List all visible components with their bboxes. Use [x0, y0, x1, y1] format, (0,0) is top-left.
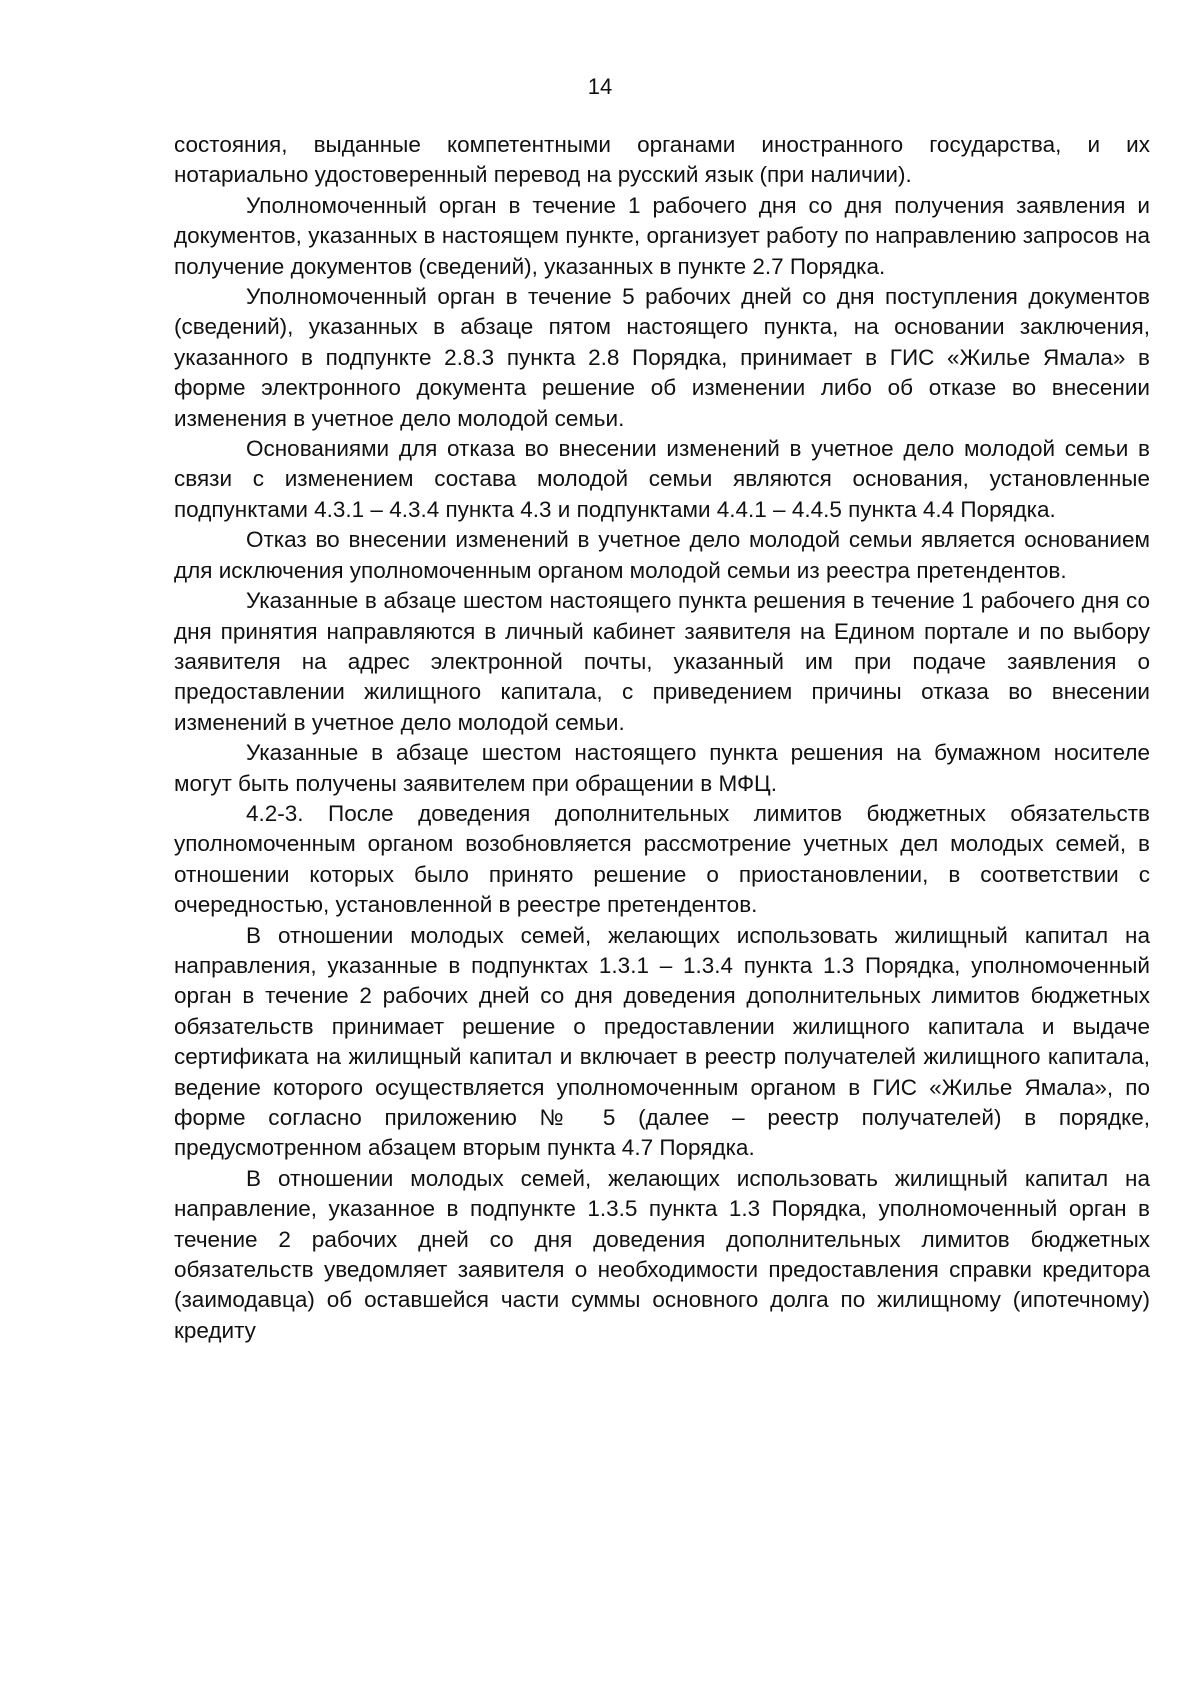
paragraph: Указанные в абзаце шестом настоящего пункта решения на бумажном носителе могут быть получены заявителем при обращении в МФЦ.	[174, 740, 1150, 796]
page-number: 14	[587, 74, 613, 99]
paragraph: 4.2-3. После доведения дополнительных лимитов бюджетных обязательств уполномоченным органом возобновляется рассмотрение учетных дел молодых семей, в отношении которых было принято решение о приостановлении, в соответствии с очередностью, установленной в реестре претендентов.	[174, 800, 1150, 918]
paragraph: состояния, выданные компетентными органами иностранного государства, и их нотариально удостоверенный перевод на русский язык (при наличии).	[174, 132, 1150, 188]
paragraph: Уполномоченный орган в течение 1 рабочего дня со дня получения заявления и документов, указанных в настоящем пункте, организует работу по направлению запросов на получение документов (сведений), указанных в пункте 2.7 Порядка.	[174, 192, 1150, 279]
paragraph: В отношении молодых семей, желающих использовать жилищный капитал на направление, указанное в подпункте 1.3.5 пункта 1.3 Порядка, уполномоченный орган в течение 2 рабочих дней со дня доведения дополнительных лимитов бюджетных обязательств уведомляет заявителя о необходимости предоставления справки кредитора (заимодавца) об оставшейся части суммы основного долга по жилищному (ипотечному) кредиту	[174, 1165, 1150, 1343]
paragraph: Отказ во внесении изменений в учетное дело молодой семьи является основанием для исключения уполномоченным органом молодой семьи из реестра претендентов.	[174, 527, 1150, 583]
document-body	[174, 130, 1150, 1346]
paragraph: Основаниями для отказа во внесении изменений в учетное дело молодой семьи в связи с изменением состава молодой семьи являются основания, установленные подпунктами 4.3.1 – 4.3.4 пункта 4.3 и подпунктами 4.4.1 – 4.4.5 пункта 4.4 Порядка.	[174, 436, 1150, 522]
paragraph: Указанные в абзаце шестом настоящего пункта решения в течение 1 рабочего дня со дня принятия направляются в личный кабинет заявителя на Едином портале и по выбору заявителя на адрес электронной почты, указанный им при подаче заявления о предоставлении жилищного капитала, с приведением причины отказа во внесении изменений в учетное дело молодой семьи.	[174, 588, 1150, 735]
paragraph: Уполномоченный орган в течение 5 рабочих дней со дня поступления документов (сведений), указанных в абзаце пятом настоящего пункта, на основании заключения, указанного в подпункте 2.8.3 пункта 2.8 Порядка, принимает в ГИС «Жилье Ямала» в форме электронного документа решение об изменении либо об отказе во внесении изменения в учетное дело молодой семьи.	[174, 284, 1150, 431]
paragraph: В отношении молодых семей, желающих использовать жилищный капитал на направления, указанные в подпунктах 1.3.1 – 1.3.4 пункта 1.3 Порядка, уполномоченный орган в течение 2 рабочих дней со дня доведения дополнительных лимитов бюджетных обязательств принимает решение о предоставлении жилищного капитала и выдаче сертификата на жилищный капитал и включает в реестр получателей жилищного капитала, ведение которого осуществляется уполномоченным органом в ГИС «Жилье Ямала», по форме согласно приложению № 5 (далее – реестр получателей) в порядке, предусмотренном абзацем вторым пункта 4.7 Порядка.	[174, 922, 1150, 1161]
